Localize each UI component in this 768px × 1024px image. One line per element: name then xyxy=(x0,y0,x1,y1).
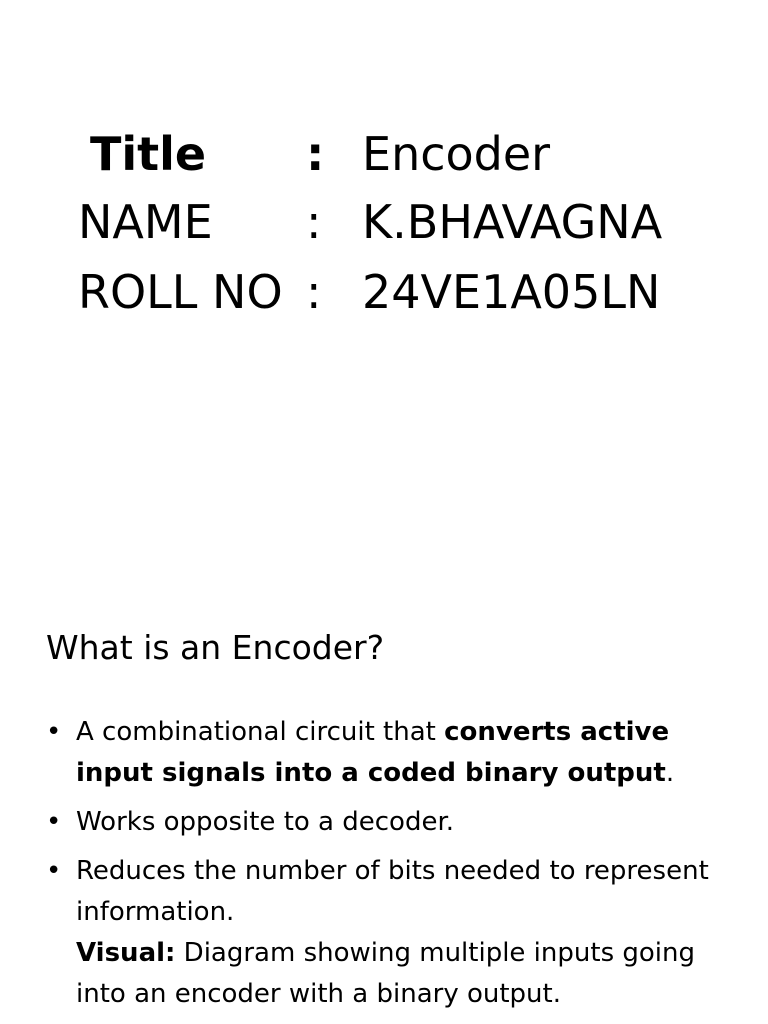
bullet-item-opposite xyxy=(46,802,736,843)
bullet-icon: • xyxy=(46,807,62,837)
title-label: Title xyxy=(90,127,207,181)
bullet-list xyxy=(46,712,736,1023)
bullet-icon: • xyxy=(46,856,62,886)
name-value: K.BHAVAGNA xyxy=(362,195,663,249)
roll-number-value: 24VE1A05LN xyxy=(362,265,661,319)
visual-text: Diagram showing multiple inputs going into an encoder with a binary output. xyxy=(76,938,695,1009)
visual-label: Visual: xyxy=(76,938,176,968)
bullet-text-before: A combinational circuit that xyxy=(76,717,445,747)
title-colon: : xyxy=(306,127,325,181)
roll-number-label: ROLL NO xyxy=(78,265,283,319)
roll-number-colon: : xyxy=(306,265,322,319)
name-label: NAME xyxy=(78,195,213,249)
roll-number-row xyxy=(0,260,768,324)
name-row xyxy=(0,190,768,254)
slide-heading: What is an Encoder? xyxy=(46,628,385,667)
title-value: Encoder xyxy=(362,127,551,181)
bullet-item-reduces xyxy=(46,851,736,1015)
bullet-text: Works opposite to a decoder. xyxy=(76,807,455,837)
bullet-text-bold: converts active input signals into a coded binary output xyxy=(76,717,670,788)
name-colon: : xyxy=(306,195,322,249)
title-row xyxy=(0,122,768,186)
content-slide xyxy=(0,600,768,1024)
visual-note xyxy=(76,933,736,1015)
bullet-icon: • xyxy=(46,717,62,747)
bullet-text: Reduces the number of bits needed to represent information. xyxy=(76,856,709,927)
bullet-item-definition xyxy=(46,712,736,794)
bullet-text-after: . xyxy=(665,758,675,788)
